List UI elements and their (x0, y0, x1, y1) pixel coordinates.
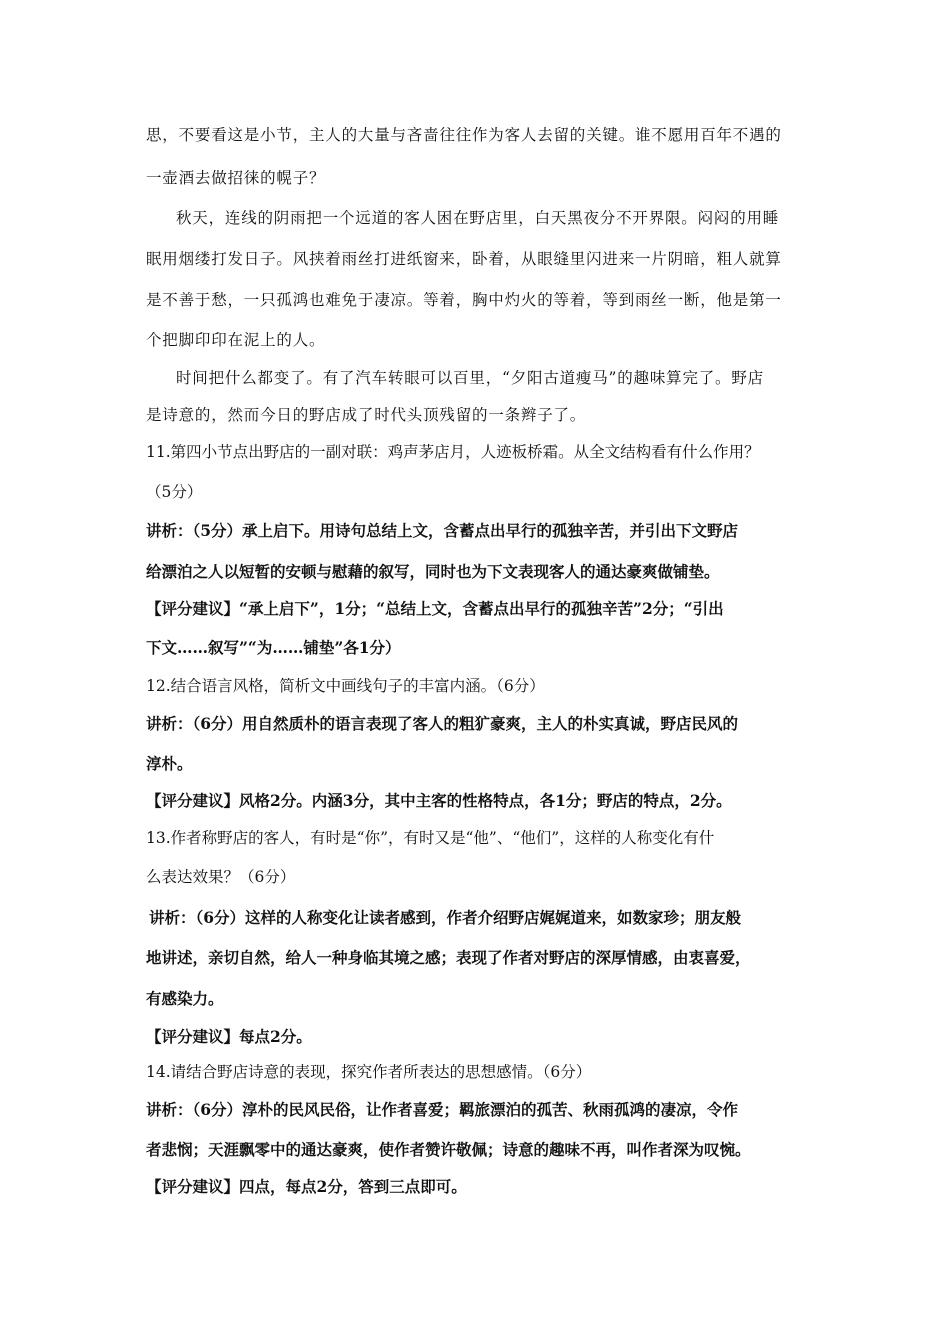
answer-13: 有感染力。 (146, 989, 224, 1008)
answer-14: 讲析：（6分）淳朴的民风民俗，让作者喜爱；羁旅漂泊的孤苦、秋雨孤鸿的凄凉，令作 (146, 1100, 739, 1119)
passage-line: 思，不要看这是小节，主人的大量与吝啬往往作为客人去留的关键。谁不愿用百年不遇的 (146, 126, 782, 144)
answer-11: 给漂泊之人以短暂的安顿与慰藉的叙写，同时也为下文表现客人的通达豪爽做铺垫。 (146, 562, 720, 581)
passage-line: 时间把什么都变了。有了汽车转眼可以百里，“夕阳古道瘦马”的趣味算完了。野店 (176, 369, 764, 387)
question-11: 11.第四小节点出野店的一副对联：鸡声茅店月，人迹板桥霜。从全文结构看有什么作用？ (146, 443, 760, 461)
question-11-points: （5分） (146, 483, 203, 501)
answer-14: 者悲悯；天涯飘零中的通达豪爽，使作者赞许敬佩；诗意的趣味不再，叫作者深为叹惋。 (146, 1140, 751, 1159)
answer-12: 讲析：（6分）用自然质朴的语言表现了客人的粗犷豪爽，主人的朴实真诚，野店民风的 (146, 714, 739, 733)
grading-11: 【评分建议】“承上启下”，1分；“总结上文，含蓄点出早行的孤独辛苦”2分；“引出 (146, 599, 724, 618)
passage-line: 一壶酒去做招徕的幌子？ (146, 169, 326, 187)
answer-11: 讲析：（5分）承上启下。用诗句总结上文，含蓄点出早行的孤独辛苦，并引出下文野店 (146, 521, 739, 540)
question-13: 13.作者称野店的客人，有时是“你”，有时又是“他”、“他们”，这样的人称变化有什 (146, 829, 715, 847)
question-14: 14.请结合野店诗意的表现，探究作者所表达的思想感情。（6分） (146, 1063, 592, 1081)
question-12: 12.结合语言风格，简析文中画线句子的丰富内涵。（6分） (146, 677, 545, 695)
passage-line: 秋天，连线的阴雨把一个远道的客人困在野店里，白天黑夜分不开界限。闷闷的用睡 (176, 209, 780, 227)
grading-14: 【评分建议】四点，每点2分，答到三点即可。 (146, 1177, 467, 1196)
grading-12: 【评分建议】风格2分。内涵3分，其中主客的性格特点，各1分；野店的特点，2分。 (146, 791, 732, 810)
grading-11: 下文……叙写”“为……铺垫”各1分） (146, 638, 401, 657)
answer-12: 淳朴。 (146, 754, 193, 773)
passage-line: 个把脚印印在泥上的人。 (146, 331, 326, 349)
passage-line: 是不善于愁，一只孤鸿也难免于凄凉。等着，胸中灼火的等着，等到雨丝一断，他是第一 (146, 291, 782, 309)
passage-line: 是诗意的，然而今日的野店成了时代头顶残留的一条辫子了。 (146, 406, 587, 424)
passage-line: 眠用烟缕打发日子。风挟着雨丝打进纸窗来，卧着，从眼缝里闪进来一片阴暗，粗人就算 (146, 250, 782, 268)
question-13: 么表达效果？（6分） (146, 868, 296, 886)
answer-13: 地讲述，亲切自然，给人一种身临其境之感；表现了作者对野店的深厚情感，由衷喜爱， (146, 948, 751, 967)
answer-13: 讲析：（6分）这样的人称变化让读者感到，作者介绍野店娓娓道来，如数家珍；朋友般 (149, 908, 742, 927)
grading-13: 【评分建议】每点2分。 (146, 1027, 312, 1046)
